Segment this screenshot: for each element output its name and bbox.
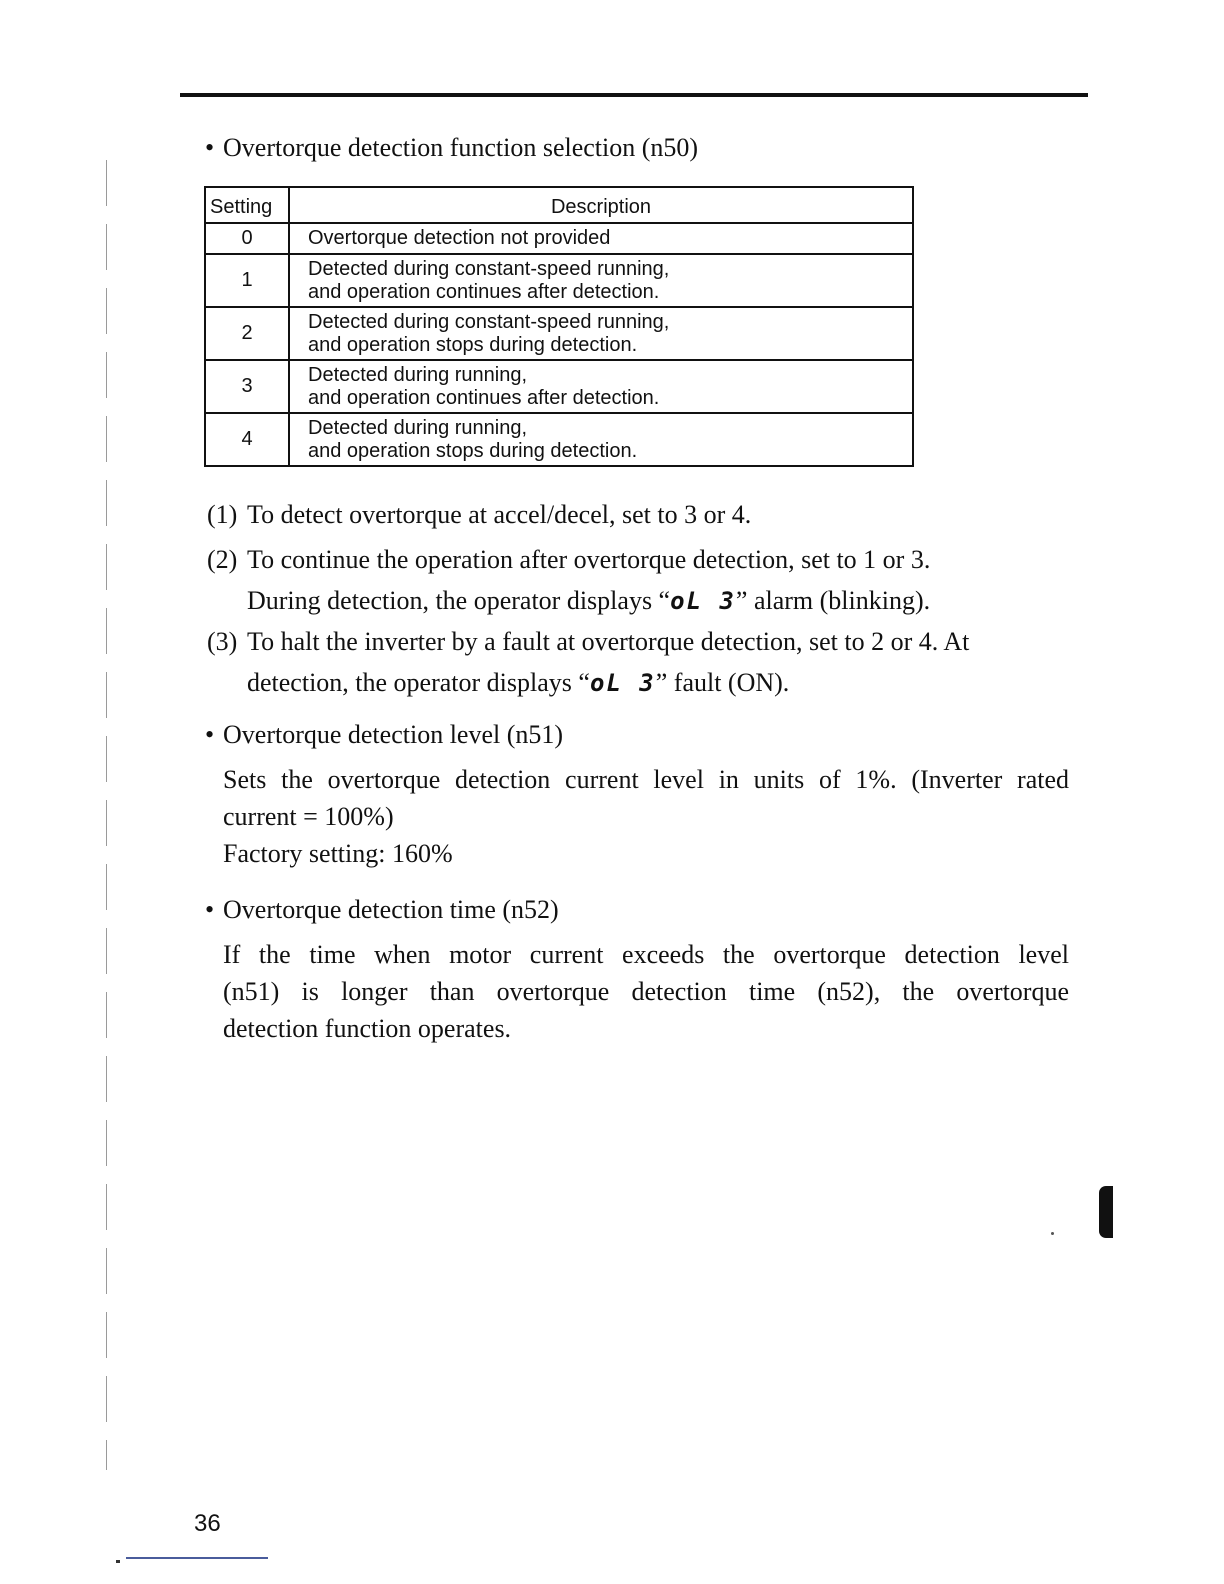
description-line: and operation stops during detection. bbox=[308, 439, 638, 462]
header-description: Description bbox=[289, 187, 913, 223]
note-number: (2) bbox=[207, 545, 238, 574]
settings-table bbox=[204, 186, 914, 467]
table-row bbox=[205, 413, 913, 466]
header-setting: Setting bbox=[205, 187, 289, 223]
paragraph-n52 bbox=[223, 936, 1069, 1047]
page-edge-mark bbox=[1099, 1186, 1113, 1238]
note-text: To detect overtorque at accel/decel, set to 3 or 4. bbox=[247, 500, 752, 529]
paragraph-n51 bbox=[223, 761, 1069, 872]
table-row bbox=[205, 360, 913, 413]
description-line: and operation stops during detection. bbox=[308, 333, 638, 356]
note-text: ” alarm (blinking). bbox=[735, 586, 931, 615]
description-line: Detected during constant-speed running, bbox=[308, 310, 670, 333]
bullet-icon: • bbox=[205, 895, 215, 924]
top-rule bbox=[180, 93, 1088, 97]
note-3-line2 bbox=[207, 662, 1069, 704]
note-number: (3) bbox=[207, 627, 238, 656]
note-1 bbox=[207, 494, 1069, 535]
heading-n50 bbox=[205, 133, 698, 163]
description-line: and operation continues after detection. bbox=[308, 386, 660, 409]
note-3 bbox=[207, 621, 1069, 704]
setting-description bbox=[289, 223, 913, 254]
description-line: Detected during constant-speed running, bbox=[308, 257, 670, 280]
binding-edge-line bbox=[106, 160, 107, 1470]
note-number: (1) bbox=[207, 500, 238, 529]
note-2 bbox=[207, 539, 1069, 622]
table-row bbox=[205, 254, 913, 307]
table-header-row bbox=[205, 187, 913, 223]
paragraph-line: If the time when motor current exceeds the overtorque detection level bbox=[223, 940, 1069, 969]
paragraph-line: current = 100%) bbox=[223, 802, 394, 831]
setting-value: 0 bbox=[205, 223, 289, 254]
description-line: Detected during running, bbox=[308, 416, 528, 439]
page-number: 36 bbox=[194, 1510, 221, 1537]
scan-speck bbox=[1051, 1232, 1054, 1235]
heading-n51 bbox=[205, 720, 563, 750]
setting-value: 4 bbox=[205, 413, 289, 466]
bottom-rule bbox=[126, 1557, 268, 1559]
description-line: Overtorque detection not provided bbox=[308, 227, 611, 249]
table-row bbox=[205, 307, 913, 360]
bullet-icon: • bbox=[205, 720, 215, 749]
setting-description bbox=[289, 254, 913, 307]
description-line: and operation continues after detection. bbox=[308, 280, 660, 303]
factory-setting: Factory setting: 160% bbox=[223, 839, 453, 868]
paragraph-line: detection function operates. bbox=[223, 1014, 512, 1043]
note-text: ” fault (ON). bbox=[655, 668, 790, 697]
note-text: To continue the operation after overtorque detection, set to 1 or 3. bbox=[247, 545, 931, 574]
heading-n52 bbox=[205, 895, 559, 925]
note-text: To halt the inverter by a fault at overtorque detection, set to 2 or 4. At bbox=[247, 627, 970, 656]
setting-value: 3 bbox=[205, 360, 289, 413]
fault-code-display: oL 3 bbox=[589, 669, 656, 697]
heading-n51-text: Overtorque detection level (n51) bbox=[223, 720, 564, 749]
note-text: detection, the operator displays “ bbox=[247, 668, 590, 697]
table-row bbox=[205, 223, 913, 254]
setting-value: 1 bbox=[205, 254, 289, 307]
bullet-icon: • bbox=[205, 133, 215, 162]
note-text: During detection, the operator displays “ bbox=[247, 586, 671, 615]
heading-n50-text: Overtorque detection function selection (n50) bbox=[223, 133, 699, 162]
description-line: Detected during running, bbox=[308, 363, 528, 386]
setting-value: 2 bbox=[205, 307, 289, 360]
heading-n52-text: Overtorque detection time (n52) bbox=[223, 895, 559, 924]
note-2-line2 bbox=[207, 580, 1069, 622]
setting-description bbox=[289, 307, 913, 360]
bottom-tick bbox=[116, 1560, 120, 1563]
paragraph-line: (n51) is longer than overtorque detection time (n52), the overtorque bbox=[223, 977, 1069, 1006]
setting-description bbox=[289, 413, 913, 466]
alarm-code-display: oL 3 bbox=[670, 587, 736, 615]
paragraph-line: Sets the overtorque detection current level in units of 1%. (Inverter rated bbox=[223, 765, 1069, 794]
setting-description bbox=[289, 360, 913, 413]
